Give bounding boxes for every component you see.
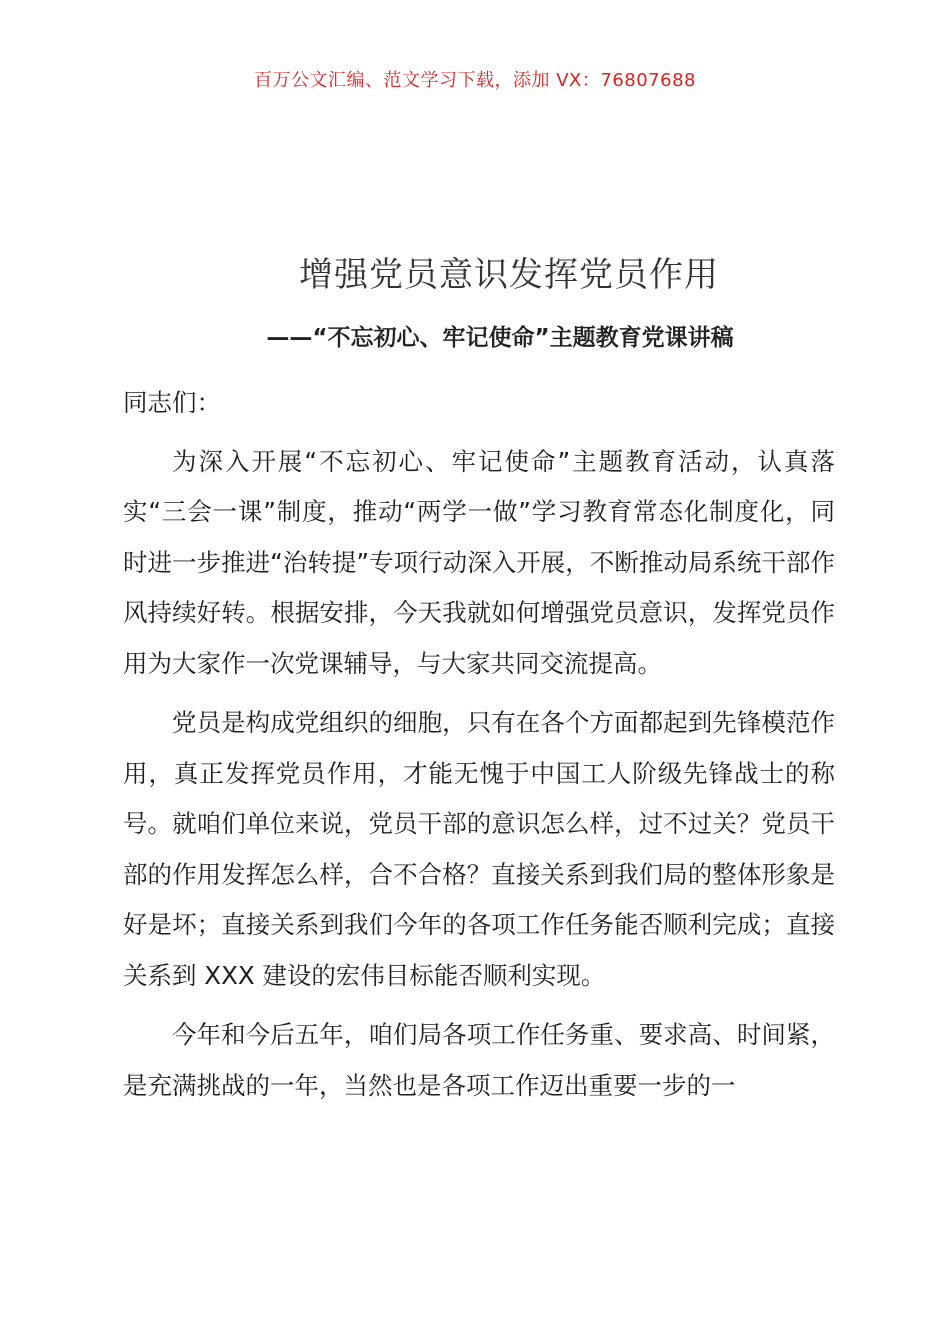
paragraph-2: 党员是构成党组织的细胞，只有在各个方面都起到先锋模范作用，真正发挥党员作用，才能无愧于中国工人阶级先锋战士的称号。就咱们单位来说，党员干部的意识怎么样，过不过关？党员干部的作用发挥怎么样，合不合格？直接关系到我们局的整体形象是好是坏；直接关系到我们今年的各项工作任务能否顺利完成；直接关系到 XXX 建设的宏伟目标能否顺利实现。 — [123, 708, 835, 990]
document-body — [123, 378, 835, 1120]
document-title: 增强党员意识发挥党员作用 — [299, 255, 719, 295]
document-subtitle: ——“不忘初心、牢记使命”主题教育党课讲稿 — [266, 325, 734, 351]
paragraph-1: 为深入开展“不忘初心、牢记使命”主题教育活动，认真落实“三会一课”制度，推动“两学一做”学习教育常态化制度化，同时进一步推进“治转提”专项行动深入开展，不断推动局系统干部作风持续好转。根据安排，今天我就如何增强党员意识，发挥党员作用为大家作一次党课辅导，与大家共同交流提高。 — [123, 446, 835, 678]
paragraph-3: 今年和今后五年，咱们局各项工作任务重、要求高、时间紧，是充满挑战的一年，当然也是各项工作迈出重要一步的一 — [123, 1020, 835, 1100]
salutation: 同志们： — [123, 388, 221, 417]
header-banner: 百万公文汇编、范文学习下载，添加 VX：76807688 — [254, 70, 696, 91]
